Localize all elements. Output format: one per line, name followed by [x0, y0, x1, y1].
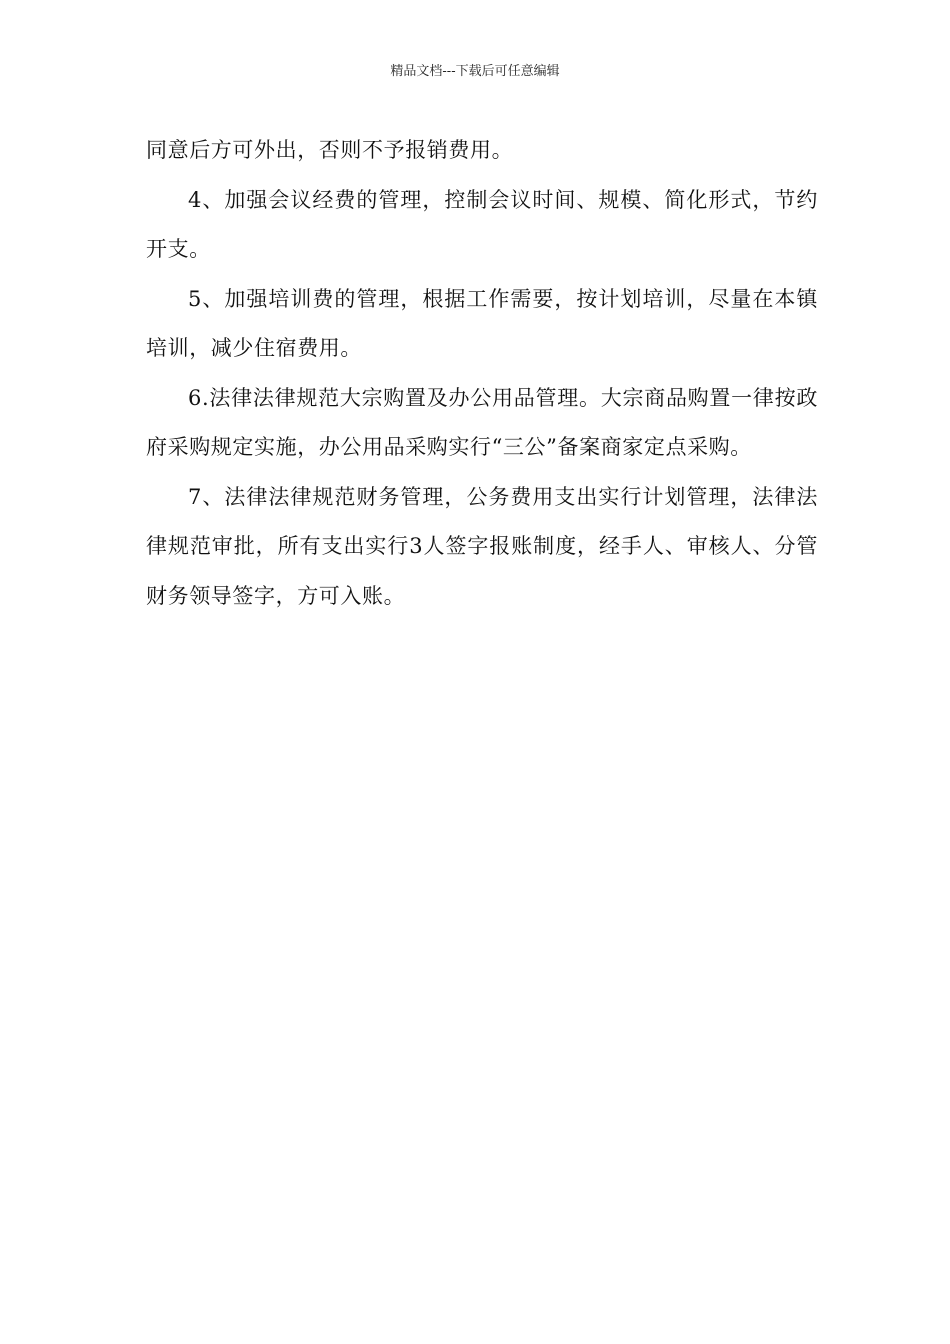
paragraph-item-6: 6.法律法律规范大宗购置及办公用品管理。大宗商品购置一律按政府采购规定实施，办公用品采购实行“三公”备案商家定点采购。 [146, 385, 818, 459]
paragraph-continuation: 同意后方可外出，否则不予报销费用。 [146, 138, 514, 162]
page-header: 精品文档---下载后可任意编辑 [390, 64, 560, 79]
paragraph-item-7: 7、法律法律规范财务管理，公务费用支出实行计划管理，法律法律规范审批，所有支出实行3人签字报账制度，经手人、审核人、分管财务领导签字，方可入账。 [146, 484, 818, 608]
paragraph-item-4: 4、加强会议经费的管理，控制会议时间、规模、简化形式，节约开支。 [146, 187, 818, 261]
document-body [146, 126, 818, 621]
paragraph-item-5: 5、加强培训费的管理，根据工作需要，按计划培训，尽量在本镇培训，减少住宿费用。 [146, 286, 818, 360]
